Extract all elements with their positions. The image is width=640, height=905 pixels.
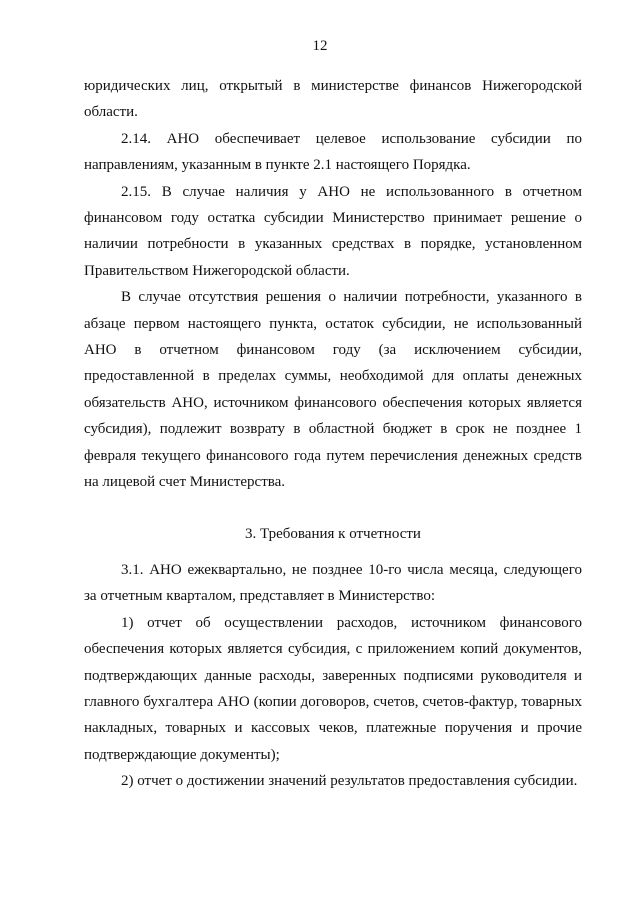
- section-heading: 3. Требования к отчетности: [245, 525, 421, 542]
- paragraph-continuation: юридических лиц, открытый в министерстве финансов Нижегородской области.: [84, 78, 582, 121]
- paragraph-2-15: 2.15. В случае наличия у АНО не использованного в отчетном финансовом году остатка субсидии Министерство принимает решение о наличии потребности в указанных средствах в порядке, установленном Правительством Нижегородской области.: [84, 183, 582, 279]
- paragraph-2-15-continued: В случае отсутствия решения о наличии потребности, указанного в абзаце первом настоящего пункта, остаток субсидии, не использованный АНО в отчетном финансовом году (за исключением субсидии, предоставленной в пределах суммы, необходимой для оплаты денежных обязательств АНО, источником финансового обеспечения которых является субсидия), подлежит возврату в областной бюджет в срок не позднее 1 февраля текущего финансового года путем перечисления денежных средств на лицевой счет Министерства.: [84, 289, 582, 491]
- list-item-2: 2) отчет о достижении значений результатов предоставления субсидии.: [121, 773, 578, 790]
- document-body: [84, 73, 582, 795]
- page-number: 12: [312, 38, 328, 54]
- list-item-1: 1) отчет об осуществлении расходов, источником финансового обеспечения которых является субсидия, с приложением копий документов, подтверждающих данные расходы, заверенных подписями руководителя и главного бухгалтера АНО (копии договоров, счетов, счетов-фактур, товарных накладных, товарных и кассовых чеков, платежные поручения и прочие подтверждающие документы);: [84, 614, 582, 763]
- paragraph-3-1: 3.1. АНО ежеквартально, не позднее 10-го числа месяца, следующего за отчетным кварталом, представляет в Министерство:: [84, 561, 582, 605]
- paragraph-2-14: 2.14. АНО обеспечивает целевое использование субсидии по направлениям, указанным в пункте 2.1 настоящего Порядка.: [84, 130, 582, 174]
